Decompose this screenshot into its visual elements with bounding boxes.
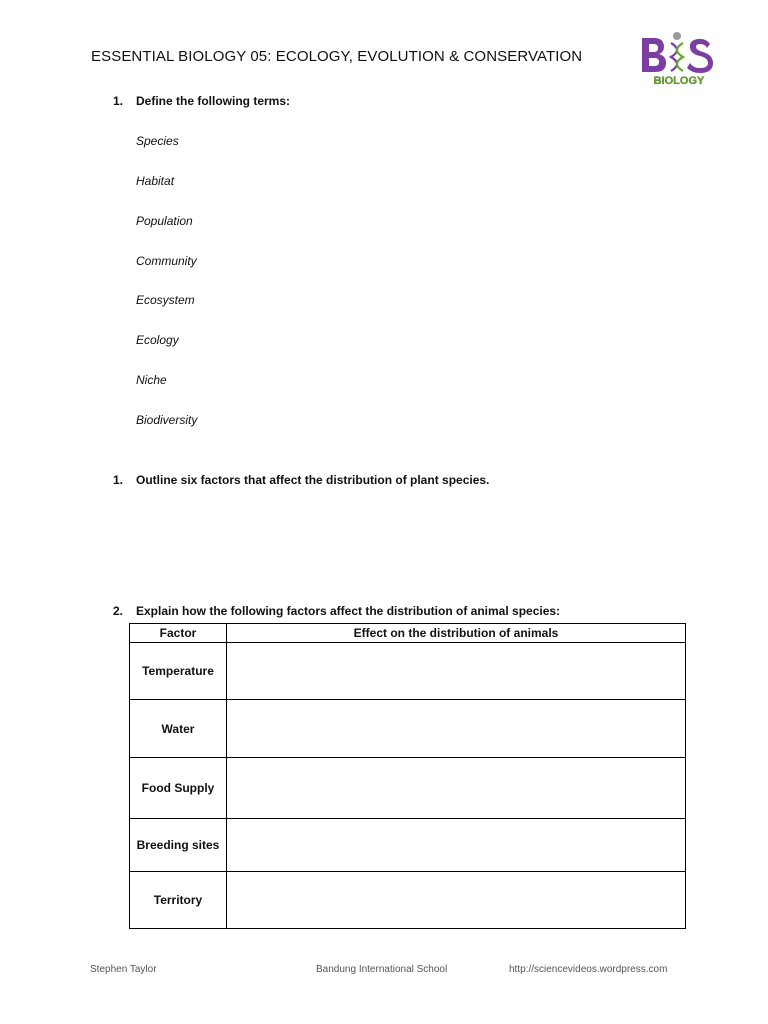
logo-helix-strand-a bbox=[671, 43, 677, 71]
term-niche: Niche bbox=[136, 373, 167, 387]
header-factor: Factor bbox=[130, 624, 227, 643]
table-row bbox=[130, 643, 686, 700]
term-community: Community bbox=[136, 254, 197, 268]
logo-dot bbox=[673, 32, 681, 40]
effect-answer-cell[interactable] bbox=[227, 758, 686, 819]
term-ecosystem: Ecosystem bbox=[136, 293, 195, 307]
logo-letter-b bbox=[642, 38, 666, 72]
table-row bbox=[130, 819, 686, 872]
footer-url[interactable]: http://sciencevideos.wordpress.com bbox=[509, 964, 668, 975]
term-population: Population bbox=[136, 214, 193, 228]
table-row bbox=[130, 758, 686, 819]
effect-answer-cell[interactable] bbox=[227, 700, 686, 758]
question-1-number: 1. bbox=[113, 94, 124, 108]
effect-answer-cell[interactable] bbox=[227, 872, 686, 929]
footer-author: Stephen Taylor bbox=[90, 964, 157, 975]
question-1-prompt: Define the following terms: bbox=[136, 94, 291, 108]
effect-answer-cell[interactable] bbox=[227, 819, 686, 872]
question-2-prompt: Outline six factors that affect the distribution of plant species. bbox=[136, 473, 490, 487]
question-3 bbox=[0, 604, 768, 620]
table-row bbox=[130, 872, 686, 929]
factor-food-supply: Food Supply bbox=[130, 758, 227, 819]
factor-breeding-sites: Breeding sites bbox=[130, 819, 227, 872]
term-species: Species bbox=[136, 134, 179, 148]
bis-logo-graphic bbox=[640, 30, 718, 88]
factor-water: Water bbox=[130, 700, 227, 758]
logo-letter-s bbox=[687, 39, 713, 73]
logo-helix-strand-b bbox=[677, 43, 683, 71]
term-ecology: Ecology bbox=[136, 333, 179, 347]
factor-temperature: Temperature bbox=[130, 643, 227, 700]
term-habitat: Habitat bbox=[136, 174, 175, 188]
logo-subtitle: BIOLOGY bbox=[653, 75, 705, 87]
table-row bbox=[130, 700, 686, 758]
question-2 bbox=[0, 473, 768, 489]
question-2-number: 1. bbox=[113, 473, 124, 487]
footer-school: Bandung International School bbox=[316, 964, 448, 975]
question-3-number: 2. bbox=[113, 604, 124, 618]
question-3-prompt: Explain how the following factors affect the distribution of animal species: bbox=[136, 604, 561, 618]
factors-table bbox=[129, 623, 686, 929]
question-1 bbox=[0, 94, 768, 110]
table-header-row bbox=[130, 624, 686, 643]
factor-territory: Territory bbox=[130, 872, 227, 929]
term-biodiversity: Biodiversity bbox=[136, 413, 198, 427]
bis-biology-logo bbox=[640, 30, 718, 88]
header-effect: Effect on the distribution of animals bbox=[227, 624, 686, 643]
document-title: ESSENTIAL BIOLOGY 05: ECOLOGY, EVOLUTION & CONSERVATION bbox=[91, 48, 583, 65]
effect-answer-cell[interactable] bbox=[227, 643, 686, 700]
